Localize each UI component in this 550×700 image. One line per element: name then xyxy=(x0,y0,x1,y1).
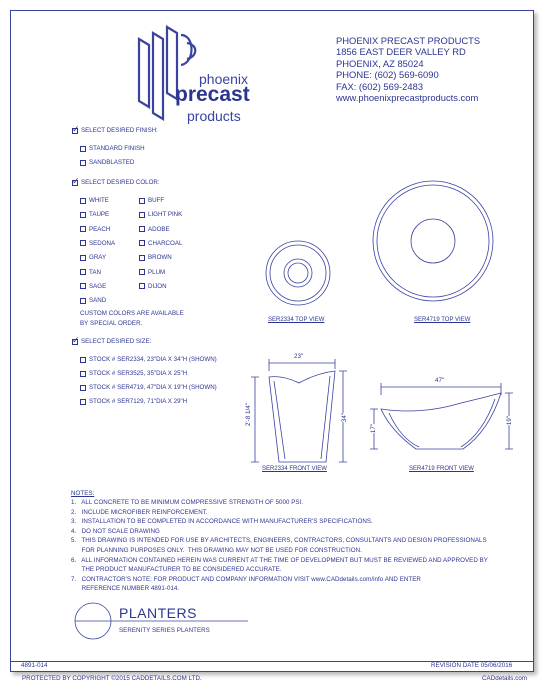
checkbox-icon[interactable] xyxy=(80,298,86,304)
checkbox-icon[interactable] xyxy=(80,198,86,204)
ser2334-top-view-caption: SER2334 TOP VIEW xyxy=(268,317,325,323)
color-option[interactable]: CHARCOAL xyxy=(139,240,182,247)
dim-47-label: 47" xyxy=(435,377,445,384)
color-option[interactable]: SAGE xyxy=(80,283,106,290)
color-option[interactable]: SAND xyxy=(80,297,106,304)
note-line: 5. THIS DRAWING IS INTENDED FOR USE BY ARCHITECTS, ENGINEERS, CONTRACTORS, CONSULTANTS AND DESIGN PROFESSIONALS xyxy=(71,537,487,545)
logo-text-phoenix: phoenix xyxy=(199,71,249,87)
color-option[interactable]: LIGHT PINK xyxy=(139,211,182,218)
color-option[interactable]: TAUPE xyxy=(80,211,109,218)
company-address1: 1856 EAST DEER VALLEY RD xyxy=(336,46,466,58)
dim-23-label: 23" xyxy=(294,353,304,360)
size-option[interactable]: STOCK # SER7129, 71"DIA X 29"H xyxy=(80,398,187,405)
check-icon: ✓ xyxy=(72,334,80,345)
custom-colors-note-2: BY SPECIAL ORDER. xyxy=(80,320,143,327)
company-website[interactable]: www.phoenixprecastproducts.com xyxy=(336,92,479,104)
note-line: FOR PLANNING PURPOSES ONLY. THIS DRAWING MAY NOT BE USED FOR CONSTRUCTION. xyxy=(71,547,362,554)
company-name: PHOENIX PRECAST PRODUCTS xyxy=(336,35,481,46)
size-heading: ✓ SELECT DESIRED SIZE: xyxy=(72,334,152,345)
checkbox-icon[interactable] xyxy=(80,240,86,246)
check-icon: ✓ xyxy=(72,175,80,186)
ser2334-front-view-caption: SER2334 FRONT VIEW xyxy=(262,466,327,472)
ser2334-top-outer xyxy=(266,241,330,305)
color-option[interactable]: PEACH xyxy=(80,226,110,233)
logo-text-precast: precast xyxy=(175,83,250,106)
color-option[interactable]: BUFF xyxy=(139,197,164,204)
dim-28-line xyxy=(251,377,259,462)
checkbox-icon[interactable] xyxy=(80,255,86,261)
note-line: 6. ALL INFORMATION CONTAINED HEREIN WAS CURRENT AT THE TIME OF DEVELOPMENT BUT MUST BE REVIEWED AND APPROVED BY xyxy=(71,556,488,564)
checkbox-icon[interactable] xyxy=(80,283,86,289)
reference-number: 4891-014 xyxy=(21,662,48,669)
notes-heading: NOTES: xyxy=(71,490,95,497)
color-option[interactable]: SEDONA xyxy=(80,240,115,247)
checkbox-icon[interactable] xyxy=(139,226,145,232)
size-option[interactable]: STOCK # SER3525, 35"DIA X 25"H xyxy=(80,370,187,377)
color-heading: ✓ SELECT DESIRED COLOR: xyxy=(72,175,160,186)
ser2334-top-rim xyxy=(270,245,326,301)
checkbox-icon[interactable] xyxy=(139,269,145,275)
size-option[interactable]: STOCK # SER2334, 23"DIA X 34"H (SHOWN) xyxy=(80,356,217,363)
ser4719-top-base xyxy=(411,219,455,263)
checkbox-icon[interactable] xyxy=(80,226,86,232)
dim-47-line xyxy=(381,383,501,395)
custom-colors-note-1: CUSTOM COLORS ARE AVAILABLE xyxy=(80,310,184,317)
color-option[interactable]: PLUM xyxy=(139,269,165,276)
finish-option[interactable]: STANDARD FINISH xyxy=(80,145,145,152)
dim-19-label: 19" xyxy=(506,415,514,426)
checkbox-icon[interactable] xyxy=(139,212,145,218)
note-line: THE PRODUCT MANUFACTURER TO BE CONSIDERED ACCURATE. xyxy=(71,566,282,574)
size-option[interactable]: STOCK # SER4719, 47"DIA X 19"H (SHOWN) xyxy=(80,384,217,391)
checkbox-icon[interactable] xyxy=(139,255,145,261)
note-line: 1. ALL CONCRETE TO BE MINIMUM COMPRESSIVE STRENGTH OF 5000 PSI. xyxy=(71,499,304,506)
checkbox-icon[interactable] xyxy=(139,283,145,289)
ser4719-front-body xyxy=(381,393,501,449)
color-option[interactable]: BROWN xyxy=(139,254,172,261)
color-option[interactable]: TAN xyxy=(80,269,101,276)
ser4719-top-view-caption: SER4719 TOP VIEW xyxy=(414,317,471,323)
revision-date: REVISION DATE 05/06/2016 xyxy=(431,662,513,669)
color-option[interactable]: WHITE xyxy=(80,197,109,204)
caddetails-link[interactable]: CADdetails.com xyxy=(482,675,528,682)
finish-heading: ✓ SELECT DESIRED FINISH: xyxy=(72,123,158,134)
note-line: 3. INSTALLATION TO BE COMPLETED IN ACCORDANCE WITH MANUFACTURER'S SPECIFICATIONS. xyxy=(71,518,373,526)
color-option[interactable]: ADOBE xyxy=(139,226,170,233)
checkbox-icon[interactable] xyxy=(80,269,86,275)
logo-text-products: products xyxy=(187,108,241,124)
company-phone: PHONE: (602) 569-6090 xyxy=(336,69,439,81)
drawing-sheet xyxy=(10,10,534,672)
dim-34-label: 34" xyxy=(341,412,349,423)
note-line: 7. CONTRACTOR'S NOTE: FOR PRODUCT AND COMPANY INFORMATION VISIT www.CADdetails.com/info AND ENTER xyxy=(71,575,421,583)
company-fax: FAX: (602) 569-2483 xyxy=(336,80,424,92)
checkbox-icon[interactable] xyxy=(139,198,145,204)
dim-17-label: 17" xyxy=(370,423,378,434)
ser4719-front-view-caption: SER4719 FRONT VIEW xyxy=(409,466,474,472)
note-line: 4. DO NOT SCALE DRAWING xyxy=(71,527,160,535)
check-icon: ✓ xyxy=(72,123,80,134)
checkbox-icon[interactable] xyxy=(139,240,145,246)
note-line: 2. INCLUDE MICROFIBER REINFORCEMENT. xyxy=(71,508,208,516)
note-line: REFERENCE NUMBER 4891-014. xyxy=(71,585,180,593)
finish-option[interactable]: SANDBLASTED xyxy=(80,159,134,166)
color-option[interactable]: DIJON xyxy=(139,283,167,290)
ser2334-top-base xyxy=(288,263,308,283)
ser4719-top-outer xyxy=(373,181,493,301)
company-address2: PHOENIX, AZ 85024 xyxy=(336,57,424,69)
ser2334-front-inner xyxy=(274,376,330,459)
ser4719-top-rim xyxy=(377,185,489,297)
title-main: PLANTERS xyxy=(119,605,197,621)
checkbox-icon[interactable] xyxy=(80,212,86,218)
title-sub: SERENITY SERIES PLANTERS xyxy=(119,627,210,634)
dim-28-label: 2'-8 1/4" xyxy=(245,402,253,427)
dim-23-line xyxy=(269,359,335,371)
copyright: PROTECTED BY COPYRIGHT ©2015 CADDETAILS.COM LTD. xyxy=(22,675,202,682)
color-option[interactable]: GRAY xyxy=(80,254,106,261)
